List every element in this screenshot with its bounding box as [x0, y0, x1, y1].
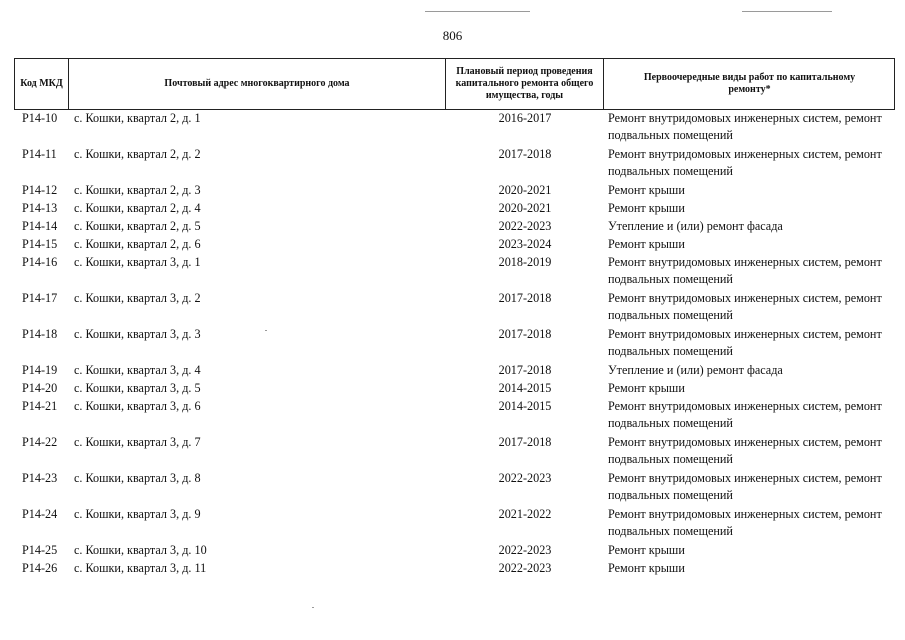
table-row — [14, 434, 895, 470]
cell-address: с. Кошки, квартал 2, д. 5 — [74, 219, 201, 233]
cell-code: Р14-26 — [22, 561, 58, 575]
cell-works: Ремонт внутридомовых инженерных систем, ремонт подвальных помещений — [608, 147, 882, 178]
scan-artifact-line — [425, 11, 530, 12]
cell-address: с. Кошки, квартал 3, д. 4 — [74, 363, 201, 377]
header-works: Первоочередные виды работ по капитальному ремонту* — [603, 59, 895, 109]
cell-code: Р14-21 — [22, 399, 58, 413]
cell-works: Ремонт крыши — [608, 561, 685, 575]
cell-period: 2017-2018 — [498, 435, 552, 449]
cell-works: Утепление и (или) ремонт фасада — [608, 363, 783, 377]
cell-address: с. Кошки, квартал 2, д. 2 — [74, 147, 201, 161]
table-row — [14, 542, 895, 560]
cell-code: Р14-10 — [22, 111, 58, 125]
table-row — [14, 470, 895, 506]
cell-address: с. Кошки, квартал 2, д. 3 — [74, 183, 201, 197]
cell-code: Р14-13 — [22, 201, 58, 215]
cell-code: Р14-25 — [22, 543, 58, 557]
cell-address: с. Кошки, квартал 3, д. 6 — [74, 399, 201, 413]
table-row — [14, 398, 895, 434]
cell-address: с. Кошки, квартал 3, д. 9 — [74, 507, 201, 521]
cell-address: с. Кошки, квартал 2, д. 6 — [74, 237, 201, 251]
cell-period: 2016-2017 — [498, 111, 552, 125]
cell-code: Р14-18 — [22, 327, 58, 341]
cell-address: с. Кошки, квартал 3, д. 8 — [74, 471, 201, 485]
cell-works: Утепление и (или) ремонт фасада — [608, 219, 783, 233]
page-number: 806 — [442, 28, 463, 43]
cell-period: 2022-2023 — [498, 471, 552, 485]
header-period: Плановый период проведения капитального ремонта общего имущества, годы — [445, 59, 603, 109]
table-row — [14, 182, 895, 200]
table-row — [14, 362, 895, 380]
cell-code: Р14-17 — [22, 291, 58, 305]
cell-code: Р14-23 — [22, 471, 58, 485]
table-row — [14, 146, 895, 182]
cell-works: Ремонт крыши — [608, 381, 685, 395]
cell-works: Ремонт внутридомовых инженерных систем, ремонт подвальных помещений — [608, 111, 882, 142]
cell-period: 2020-2021 — [498, 201, 552, 215]
table-row — [14, 218, 895, 236]
table-body — [14, 110, 895, 578]
cell-address: с. Кошки, квартал 3, д. 7 — [74, 435, 201, 449]
cell-code: Р14-14 — [22, 219, 58, 233]
scan-artifact-line — [742, 11, 832, 12]
cell-period: 2022-2023 — [498, 543, 552, 557]
cell-period: 2021-2022 — [498, 507, 552, 521]
cell-period: 2014-2015 — [498, 399, 552, 413]
cell-works: Ремонт внутридомовых инженерных систем, ремонт подвальных помещений — [608, 435, 882, 466]
cell-works: Ремонт внутридомовых инженерных систем, ремонт подвальных помещений — [608, 327, 882, 358]
cell-works: Ремонт крыши — [608, 543, 685, 557]
cell-code: Р14-15 — [22, 237, 58, 251]
scan-speck — [265, 330, 267, 331]
cell-works: Ремонт крыши — [608, 201, 685, 215]
cell-code: Р14-12 — [22, 183, 58, 197]
cell-period: 2014-2015 — [498, 381, 552, 395]
cell-period: 2023-2024 — [498, 237, 552, 251]
cell-works: Ремонт крыши — [608, 183, 685, 197]
table-row — [14, 254, 895, 290]
table-row — [14, 290, 895, 326]
cell-code: Р14-16 — [22, 255, 58, 269]
header-code: Код МКД — [20, 78, 63, 89]
cell-works: Ремонт внутридомовых инженерных систем, ремонт подвальных помещений — [608, 471, 882, 502]
table-header — [14, 58, 895, 110]
cell-address: с. Кошки, квартал 2, д. 1 — [74, 111, 201, 125]
cell-address: с. Кошки, квартал 2, д. 4 — [74, 201, 201, 215]
cell-address: с. Кошки, квартал 3, д. 3 — [74, 327, 201, 341]
table-row — [14, 506, 895, 542]
cell-code: Р14-24 — [22, 507, 58, 521]
cell-works: Ремонт крыши — [608, 237, 685, 251]
cell-period: 2022-2023 — [498, 561, 552, 575]
table-row — [14, 200, 895, 218]
cell-works: Ремонт внутридомовых инженерных систем, ремонт подвальных помещений — [608, 399, 882, 430]
cell-works: Ремонт внутридомовых инженерных систем, ремонт подвальных помещений — [608, 507, 882, 538]
scan-speck — [312, 607, 314, 608]
cell-address: с. Кошки, квартал 3, д. 2 — [74, 291, 201, 305]
cell-code: Р14-11 — [22, 147, 57, 161]
cell-address: с. Кошки, квартал 3, д. 5 — [74, 381, 201, 395]
cell-address: с. Кошки, квартал 3, д. 10 — [74, 543, 207, 557]
table-row — [14, 326, 895, 362]
cell-works: Ремонт внутридомовых инженерных систем, ремонт подвальных помещений — [608, 255, 882, 286]
cell-works: Ремонт внутридомовых инженерных систем, ремонт подвальных помещений — [608, 291, 882, 322]
table-row — [14, 110, 895, 146]
cell-period: 2022-2023 — [498, 219, 552, 233]
cell-period: 2017-2018 — [498, 327, 552, 341]
cell-code: Р14-19 — [22, 363, 58, 377]
cell-period: 2017-2018 — [498, 363, 552, 377]
header-address: Почтовый адрес многоквартирного дома — [68, 59, 445, 109]
cell-address: с. Кошки, квартал 3, д. 11 — [74, 561, 207, 575]
table-row — [14, 236, 895, 254]
cell-period: 2017-2018 — [498, 291, 552, 305]
cell-code: Р14-22 — [22, 435, 58, 449]
table-row — [14, 380, 895, 398]
cell-period: 2020-2021 — [498, 183, 552, 197]
repair-table — [14, 58, 895, 578]
cell-period: 2017-2018 — [498, 147, 552, 161]
cell-address: с. Кошки, квартал 3, д. 1 — [74, 255, 201, 269]
cell-code: Р14-20 — [22, 381, 58, 395]
cell-period: 2018-2019 — [498, 255, 552, 269]
table-row — [14, 560, 895, 578]
